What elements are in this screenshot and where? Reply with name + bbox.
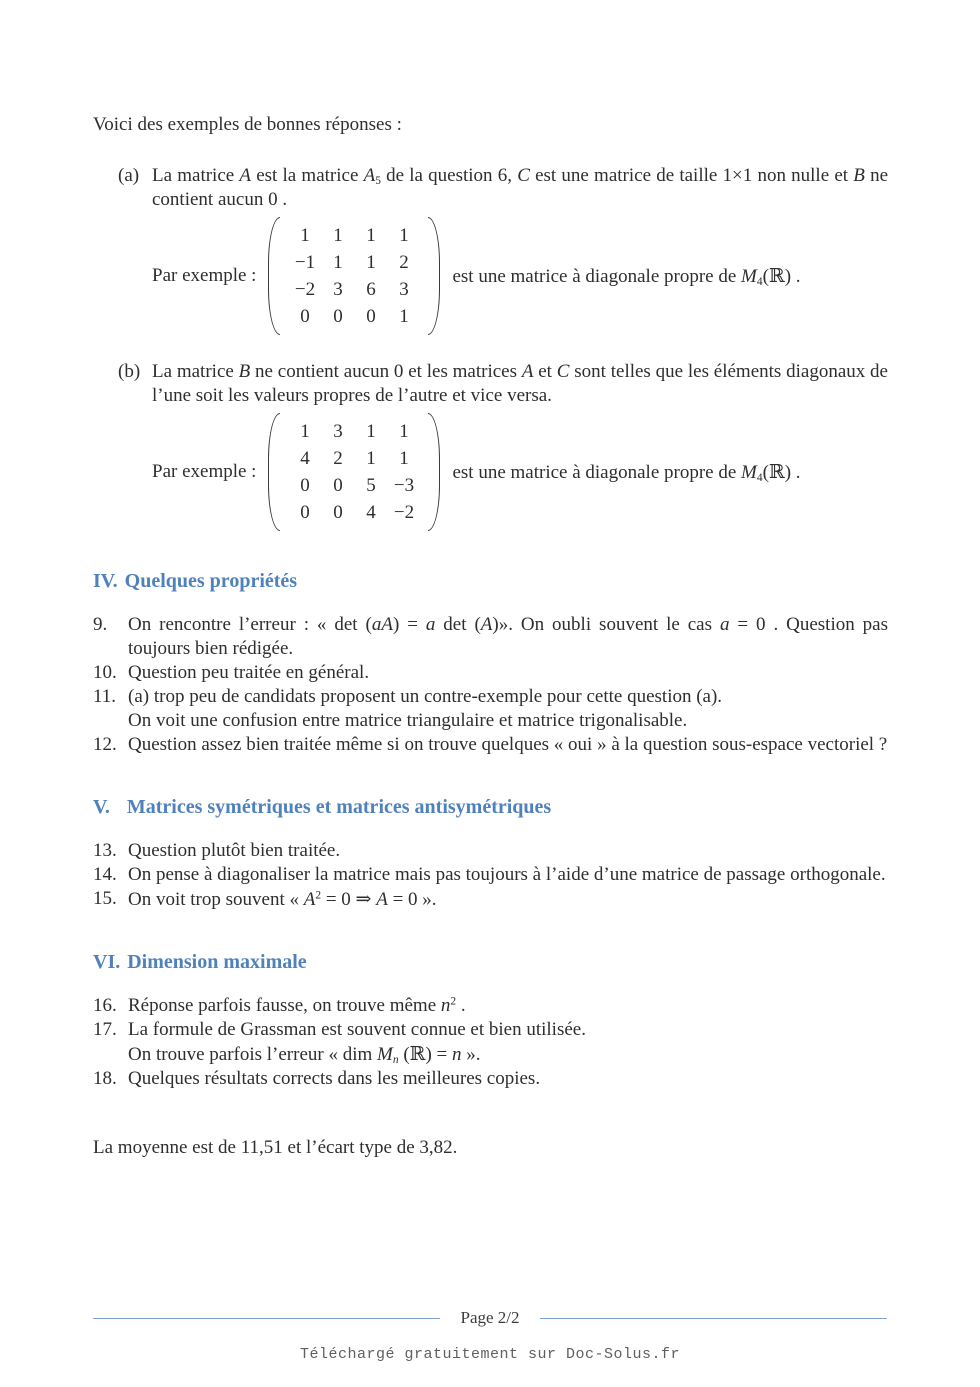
matrix-cell: 0 (333, 306, 343, 327)
text-run: de la question 6, (380, 165, 518, 186)
item-number: 13. (93, 840, 117, 861)
matrix-cell: 1 (399, 225, 409, 246)
text-run: = 0 ». (387, 889, 437, 910)
section-heading-v (93, 795, 888, 819)
matrix-left-paren (268, 217, 280, 335)
text-run: )». On oubli souvent le cas (492, 614, 720, 635)
math-token: 2 (315, 889, 322, 902)
text-run: La formule de Grassman est souvent connue et bien utilisée. (128, 1019, 586, 1040)
item-paragraph (128, 887, 888, 912)
text-run: ne contient aucun 0 et les matrices (250, 361, 522, 382)
text-run: = 0 . Question pas toujours bien rédigée. (128, 614, 889, 659)
page-footer (93, 1306, 887, 1367)
item-number: 12. (93, 734, 117, 755)
matrix-cell: 3 (333, 421, 343, 442)
matrix-cell: 0 (300, 306, 310, 327)
numbered-item-11 (93, 685, 888, 733)
text-run: Question plutôt bien traitée. (128, 840, 341, 861)
matrix-cell: −3 (393, 475, 415, 496)
matrix-cell: 1 (300, 421, 310, 442)
matrix-cell: 3 (399, 279, 409, 300)
intro-paragraph (93, 113, 888, 137)
numbered-item-17 (93, 1018, 888, 1067)
lettered-item-b (93, 360, 888, 408)
document-content (93, 113, 888, 1160)
math-token: n (452, 1044, 462, 1065)
item-text (152, 360, 888, 408)
matrix-right-paren (428, 217, 440, 335)
text-run: ) = (425, 1044, 452, 1065)
text-run: ) = (392, 614, 426, 635)
matrix-grid (287, 217, 421, 335)
math-token: 2 (450, 995, 457, 1008)
matrix-cell: 5 (366, 475, 376, 496)
matrix-cell: 0 (300, 502, 310, 523)
item-text (128, 685, 888, 733)
item-paragraph (128, 1067, 888, 1091)
math-token: A (480, 614, 493, 635)
item-number: 9. (93, 614, 108, 635)
text-run: = 0 (321, 889, 356, 910)
item-number: 14. (93, 864, 117, 885)
math-token: n (392, 1054, 399, 1067)
text-run: ne contient aucun 0 . (152, 165, 889, 210)
math-token: M (741, 461, 757, 483)
text-run: Quelques résultats corrects dans les meilleures copies. (128, 1068, 541, 1089)
math-token: aA (371, 614, 393, 635)
item-label: (b) (118, 361, 141, 382)
item-paragraph (152, 360, 888, 408)
math-token: M (741, 265, 757, 287)
matrix-cell: 1 (333, 252, 343, 273)
matrix-cell: 1 (366, 252, 376, 273)
heading-number: VI. (93, 951, 121, 973)
item-text (128, 613, 888, 661)
matrix-cell: −2 (393, 502, 415, 523)
item-paragraph (128, 1042, 888, 1067)
footer-line-right (540, 1318, 887, 1319)
item-paragraph (128, 994, 888, 1018)
matrix-cell: 1 (399, 421, 409, 442)
math-token: a (719, 614, 730, 635)
text-run: (a) trop peu de candidats proposent un contre-exemple pour cette question (a). (128, 686, 723, 707)
text-run: det ( (435, 614, 481, 635)
numbered-item-13 (93, 839, 888, 863)
item-paragraph (128, 661, 888, 685)
numbered-item-10 (93, 661, 888, 685)
matrix-cell: 1 (333, 225, 343, 246)
text-run: On rencontre l’erreur : « det ( (128, 614, 372, 635)
math-token: 4 (756, 471, 763, 484)
text-run: Réponse parfois fausse, on trouve même (128, 995, 441, 1016)
numbered-item-18 (93, 1067, 888, 1091)
math-token: A (521, 361, 534, 382)
matrix-example (93, 413, 888, 531)
heading-number: V. (93, 796, 110, 818)
math-token: A (363, 165, 376, 186)
item-text (152, 164, 888, 212)
numbered-item-12 (93, 733, 888, 757)
lettered-item-a (93, 164, 888, 212)
matrix-grid (287, 413, 421, 531)
matrix-cell: 0 (300, 475, 310, 496)
text-run: On trouve parfois l’erreur « dim (128, 1044, 378, 1065)
item-number: 16. (93, 995, 117, 1016)
heading-title: Quelques propriétés (124, 570, 298, 592)
matrix-cell: 4 (366, 502, 376, 523)
numbered-item-15 (93, 887, 888, 912)
numbered-item-9 (93, 613, 888, 661)
item-text (128, 661, 888, 685)
text-run: Voici des exemples de bonnes réponses : (93, 114, 402, 135)
text-run: On voit une confusion entre matrice triangulaire et matrice trigonalisable. (128, 710, 688, 731)
math-token: A (303, 889, 316, 910)
text-run: ) . (784, 461, 801, 483)
matrix-example (93, 217, 888, 335)
footer-line-left (93, 1318, 440, 1319)
item-paragraph (128, 613, 888, 661)
item-number: 17. (93, 1019, 117, 1040)
text-run: est une matrice à diagonale propre de (452, 461, 742, 483)
math-token: A (239, 165, 252, 186)
matrix-cell: 2 (399, 252, 409, 273)
item-number: 15. (93, 888, 117, 909)
math-token: ℝ (409, 1043, 426, 1065)
matrix-cell: 1 (300, 225, 310, 246)
item-paragraph (128, 709, 888, 733)
example-suffix (452, 460, 800, 485)
math-token: 4 (756, 275, 763, 288)
text-run: est une matrice à diagonale propre de (452, 265, 742, 287)
matrix-cell: 3 (333, 279, 343, 300)
math-token: 5 (375, 175, 381, 188)
text-run: . (456, 995, 466, 1016)
item-number: 11. (93, 686, 117, 707)
text-run: ( (762, 265, 769, 287)
text-run: La matrice (152, 361, 239, 382)
text-run: La moyenne est de 11,51 et l’écart type de 3,82. (93, 1137, 458, 1158)
math-token: a (425, 614, 436, 635)
text-run: ( (762, 461, 769, 483)
math-token: ℝ (768, 264, 785, 287)
text-run: Question peu traitée en général. (128, 662, 370, 683)
matrix-cell: 2 (333, 448, 343, 469)
item-paragraph (128, 863, 888, 887)
item-text (128, 994, 888, 1018)
item-paragraph (128, 733, 888, 757)
matrix-left-paren (268, 413, 280, 531)
matrix (268, 413, 440, 531)
text-run: Question assez bien traitée même si on trouve quelques « oui » à la question sous-espace vectoriel ? (128, 734, 888, 755)
example-prefix: Par exemple : (152, 461, 257, 482)
heading-title: Matrices symétriques et matrices antisymétriques (126, 796, 552, 818)
math-token: B (853, 165, 865, 186)
item-paragraph (128, 685, 888, 709)
text-run: ( (398, 1044, 410, 1065)
heading-number: IV. (93, 570, 118, 592)
matrix-right-paren (428, 413, 440, 531)
item-text (128, 733, 888, 757)
math-token: C (556, 361, 570, 382)
text-run: est une matrice de taille 1×1 non nulle et (529, 165, 854, 186)
matrix-cell: 0 (333, 502, 343, 523)
numbered-item-14 (93, 863, 888, 887)
matrix-cell: 1 (399, 306, 409, 327)
item-paragraph (128, 1018, 888, 1042)
item-text (128, 1018, 888, 1067)
math-token: A (376, 889, 388, 910)
item-text (128, 887, 888, 912)
text-run: On pense à diagonaliser la matrice mais pas toujours à l’aide d’une matrice de passage orthogonale. (128, 864, 886, 885)
matrix (268, 217, 440, 335)
matrix-cell: 1 (366, 225, 376, 246)
math-token: B (238, 361, 251, 382)
item-label: (a) (118, 165, 140, 186)
text-run: et (533, 361, 557, 382)
item-number: 10. (93, 662, 117, 683)
example-prefix: Par exemple : (152, 265, 257, 286)
math-token: ℝ (768, 460, 785, 483)
heading-title: Dimension maximale (127, 951, 307, 973)
footer-rule (93, 1306, 887, 1330)
matrix-cell: 0 (333, 475, 343, 496)
item-text (128, 1067, 888, 1091)
text-run: La matrice (152, 165, 240, 186)
text-run: ) . (784, 265, 801, 287)
matrix-cell: 1 (366, 448, 376, 469)
matrix-cell: −1 (294, 252, 316, 273)
text-run: sont telles que les éléments diagonaux de l’une soit les valeurs propres de l’autre et vice versa. (152, 361, 888, 406)
matrix-cell: −2 (294, 279, 316, 300)
example-suffix (452, 264, 800, 289)
matrix-cell: 1 (399, 448, 409, 469)
math-token: n (440, 995, 451, 1016)
watermark-text: Téléchargé gratuitement sur Doc-Solus.fr (299, 1346, 681, 1363)
item-number: 18. (93, 1068, 117, 1089)
math-token: C (517, 165, 530, 186)
item-text (128, 863, 888, 887)
item-paragraph (152, 164, 888, 212)
item-text (128, 839, 888, 863)
matrix-cell: 0 (366, 306, 376, 327)
section-heading-iv (93, 569, 888, 593)
item-paragraph (128, 839, 888, 863)
page-number: Page 2/2 (460, 1308, 520, 1327)
text-run: On voit trop souvent « (128, 889, 304, 910)
matrix-cell: 1 (366, 421, 376, 442)
average-paragraph (93, 1136, 888, 1160)
math-token: ⇒ (355, 888, 372, 910)
text-run: est la matrice (251, 165, 364, 186)
text-run: ». (461, 1044, 481, 1065)
matrix-cell: 4 (300, 448, 310, 469)
section-heading-vi (93, 950, 888, 974)
matrix-cell: 6 (366, 279, 376, 300)
numbered-item-16 (93, 994, 888, 1018)
math-token: M (377, 1044, 393, 1065)
